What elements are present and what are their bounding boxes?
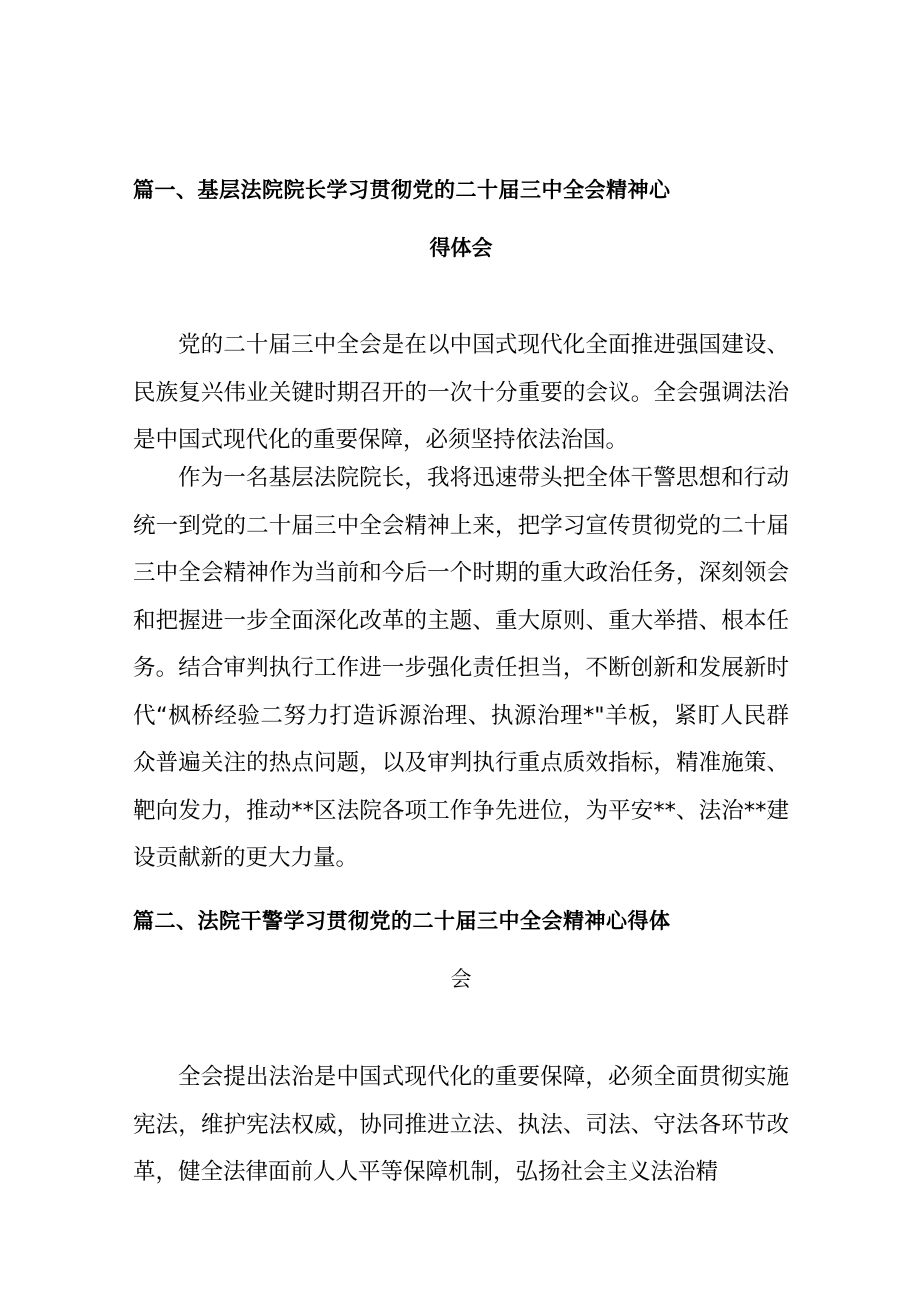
section-2-heading-continued: 会 <box>450 967 472 991</box>
section-2-heading: 篇二、法院干警学习贯彻党的二十届三中全会精神心得体 <box>133 909 671 933</box>
section-1-heading-continued: 得体会 <box>429 236 493 260</box>
section-1-heading: 篇一、基层法院院长学习贯彻党的二十届三中全会精神心 <box>133 178 671 202</box>
section-1-paragraph-2: 作为一名基层法院院长，我将迅速带头把全体干警思想和行动统一到党的二十届三中全会精神上来，把学习宣传贯彻党的二十届三中全会精神作为当前和今后一个时期的重大政治任务，深刻领会和把握进一步全面深化改革的主题、重大原则、重大举措、根本任务。结合审判执行工作进一步强化责任担当，不断创新和发展新时代“枫桥经验二努力打造诉源治理、执源治理*"羊板，紧盯人民群众普遍关注的热点问题，以及审判执行重点质效指标，精准施策、靶向发力，推动**区法院各项工作争先进位，为平安**、法治**建设贡献新的更大力量。 <box>133 465 789 871</box>
section-1-paragraph-1: 党的二十届三中全会是在以中国式现代化全面推进强国建设、民族复兴伟业关键时期召开的一次十分重要的会议。全会强调法治是中国式现代化的重要保障，必须坚持依法治国。 <box>133 332 789 453</box>
section-2-paragraph-1: 全会提出法治是中国式现代化的重要保障，必须全面贯彻实施宪法，维护宪法权威，协同推进立法、执法、司法、守法各环节改革，健全法律面前人人平等保障机制，弘扬社会主义法治精 <box>133 1064 789 1185</box>
